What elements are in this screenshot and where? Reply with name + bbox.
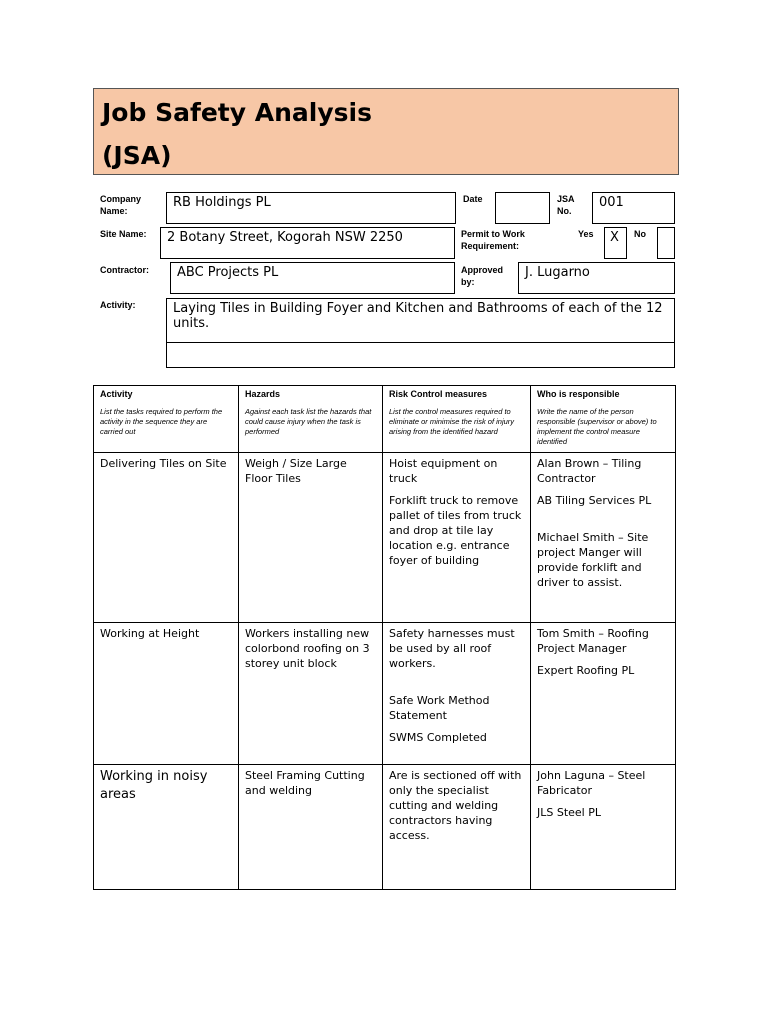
site-name-field[interactable]: 2 Botany Street, Kogorah NSW 2250 [160, 227, 455, 259]
permit-no-label: No [634, 229, 646, 239]
activity-cell[interactable]: Working at Height [94, 623, 239, 765]
responsible-item: Michael Smith – Site project Manger will provide forklift and driver to assist. [537, 531, 649, 589]
approved-by-label: Approved by: [461, 265, 504, 287]
activity-cell[interactable]: Delivering Tiles on Site [94, 453, 239, 623]
date-label: Date [463, 194, 483, 204]
control-item: Are is sectioned off with only the specialist cutting and welding contractors having access. [389, 769, 522, 842]
jsa-no-field[interactable]: 001 [592, 192, 675, 224]
jsa-no-label: JSA No. [557, 194, 575, 216]
table-header-row [94, 386, 676, 453]
activity-text: Working in noisy areas [100, 769, 208, 802]
permit-label: Permit to Work Requirement: [461, 229, 525, 251]
hazards-cell[interactable]: Steel Framing Cutting and welding [239, 765, 383, 890]
table-row [94, 765, 676, 890]
controls-cell[interactable] [383, 623, 531, 765]
activity-label: Activity: [100, 300, 136, 310]
controls-cell[interactable] [383, 453, 531, 623]
control-item: Forklift truck to remove pallet of tiles from truck and drop at tile lay location e.g. entrance foyer of building [389, 494, 522, 567]
control-item: SWMS Completed [389, 731, 487, 744]
document-title-abbrev: (JSA) [102, 141, 172, 170]
header-instruction: List the tasks required to perform the activity in the sequence they are carried out [100, 407, 223, 436]
permit-yes-label: Yes [578, 229, 594, 239]
responsible-item: John Laguna – Steel Fabricator [537, 769, 646, 797]
header-responsible [531, 386, 676, 453]
hazards-cell[interactable]: Workers installing new colorbond roofing on 3 storey unit block [239, 623, 383, 765]
controls-cell[interactable] [383, 765, 531, 890]
responsible-item: JLS Steel PL [537, 806, 601, 819]
contractor-field[interactable]: ABC Projects PL [170, 262, 455, 294]
jsa-table [93, 385, 676, 890]
control-item: Safe Work Method Statement [389, 694, 490, 722]
header-activity [94, 386, 239, 453]
header-title: Risk Control measures [389, 389, 488, 399]
company-name-field[interactable]: RB Holdings PL [166, 192, 456, 224]
responsible-cell[interactable] [531, 453, 676, 623]
header-title: Activity [100, 389, 133, 399]
header-title: Hazards [245, 389, 281, 399]
header-title: Who is responsible [537, 389, 620, 399]
control-item: Hoist equipment on truck [389, 457, 498, 485]
header-instruction: List the control measures required to eliminate or minimise the risk of injury arising from the identified hazard [389, 407, 515, 436]
header-instruction: Write the name of the person responsible (supervisor or above) to implement the control measure identified [537, 407, 657, 446]
header-hazards [239, 386, 383, 453]
site-name-label: Site Name: [100, 229, 147, 239]
permit-no-checkbox[interactable] [657, 227, 675, 259]
responsible-item: Alan Brown – Tiling Contractor [537, 457, 642, 485]
date-field[interactable] [495, 192, 550, 224]
responsible-item: Tom Smith – Roofing Project Manager [537, 627, 649, 655]
activity-cell[interactable] [94, 765, 239, 890]
table-row [94, 453, 676, 623]
responsible-cell[interactable] [531, 765, 676, 890]
document-title-box [93, 88, 679, 175]
responsible-cell[interactable] [531, 623, 676, 765]
responsible-item: Expert Roofing PL [537, 664, 635, 677]
company-name-label: Company Name: [100, 194, 142, 216]
activity-field[interactable]: Laying Tiles in Building Foyer and Kitchen and Bathrooms of each of the 12 units. [166, 298, 675, 343]
document-title: Job Safety Analysis [102, 98, 372, 127]
responsible-item: AB Tiling Services PL [537, 494, 652, 507]
hazards-cell[interactable]: Weigh / Size Large Floor Tiles [239, 453, 383, 623]
permit-yes-checkbox[interactable]: X [604, 227, 627, 259]
table-row [94, 623, 676, 765]
activity-field-extra[interactable] [166, 342, 675, 368]
control-item: Safety harnesses must be used by all roof workers. [389, 627, 515, 670]
header-risk-controls [383, 386, 531, 453]
header-instruction: Against each task list the hazards that could cause injury when the task is performed [245, 407, 372, 436]
contractor-label: Contractor: [100, 265, 149, 275]
approved-by-field[interactable]: J. Lugarno [518, 262, 675, 294]
